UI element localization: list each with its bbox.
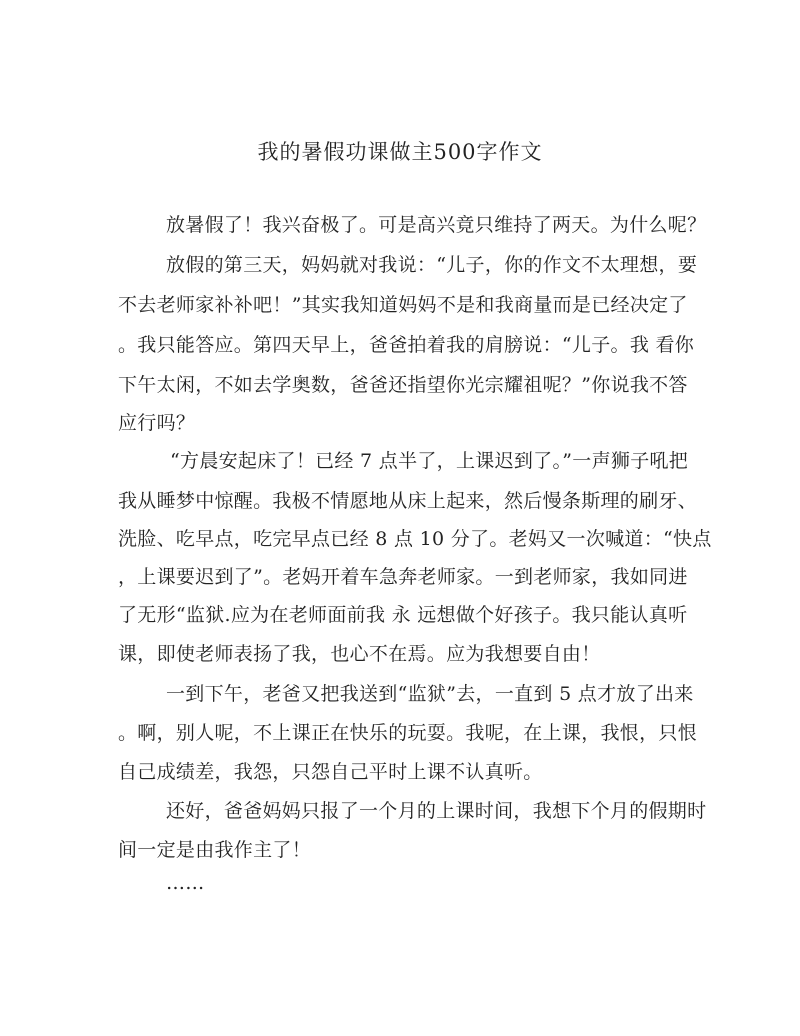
text-line: 。我只能答应。第四天早上，爸爸拍着我的肩膀说：“儿子。我 看你 <box>118 334 695 356</box>
text-line: 了无形“监狱.应为在老师面前我 永 远想做个好孩子。我只能认真听 <box>118 604 688 626</box>
text-line: 放暑假了！我兴奋极了。可是高兴竟只维持了两天。为什么呢？ <box>166 214 707 236</box>
text-line: 还好，爸爸妈妈只报了一个月的上课时间，我想下个月的假期时 <box>166 800 707 822</box>
document-title: 我的暑假功课做主500字作文 <box>257 140 543 164</box>
text-line: 课，即使老师表扬了我，也心不在焉。应为我想要自由！ <box>118 643 601 665</box>
text-line: 应行吗？ <box>118 412 196 434</box>
text-line: 洗脸、吃早点，吃完早点已经 8 点 10 分了。老妈又一次喊道：“快点 <box>118 528 712 550</box>
text-line: 放假的第三天，妈妈就对我说：“儿子，你的作文不太理想，要 <box>166 254 698 276</box>
text-line: ，上课要迟到了”。老妈开着车急奔老师家。一到老师家，我如同进 <box>118 566 688 588</box>
ellipsis: …… <box>166 872 205 894</box>
text-line: 。啊，别人呢，不上课正在快乐的玩耍。我呢，在上课，我恨，只恨 <box>118 722 698 744</box>
text-line: “方晨安起床了！已经 7 点半了，上课迟到了。”一声狮子吼把 <box>170 450 689 472</box>
text-line: 间一定是由我作主了！ <box>118 839 312 861</box>
text-line: 自己成绩差，我怨，只怨自己平时上课不认真听。 <box>118 761 543 783</box>
text-line: 下午太闲，不如去学奥数，爸爸还指望你光宗耀祖呢？”你说我不答 <box>118 374 688 396</box>
text-line: 一到下午，老爸又把我送到“监狱”去，一直到 5 点才放了出来 <box>166 683 694 705</box>
text-line: 不去老师家补补吧！”其实我知道妈妈不是和我商量而是已经决定了 <box>118 294 688 316</box>
text-line: 我从睡梦中惊醒。我极不情愿地从床上起来，然后慢条斯理的刷牙、 <box>118 490 698 512</box>
